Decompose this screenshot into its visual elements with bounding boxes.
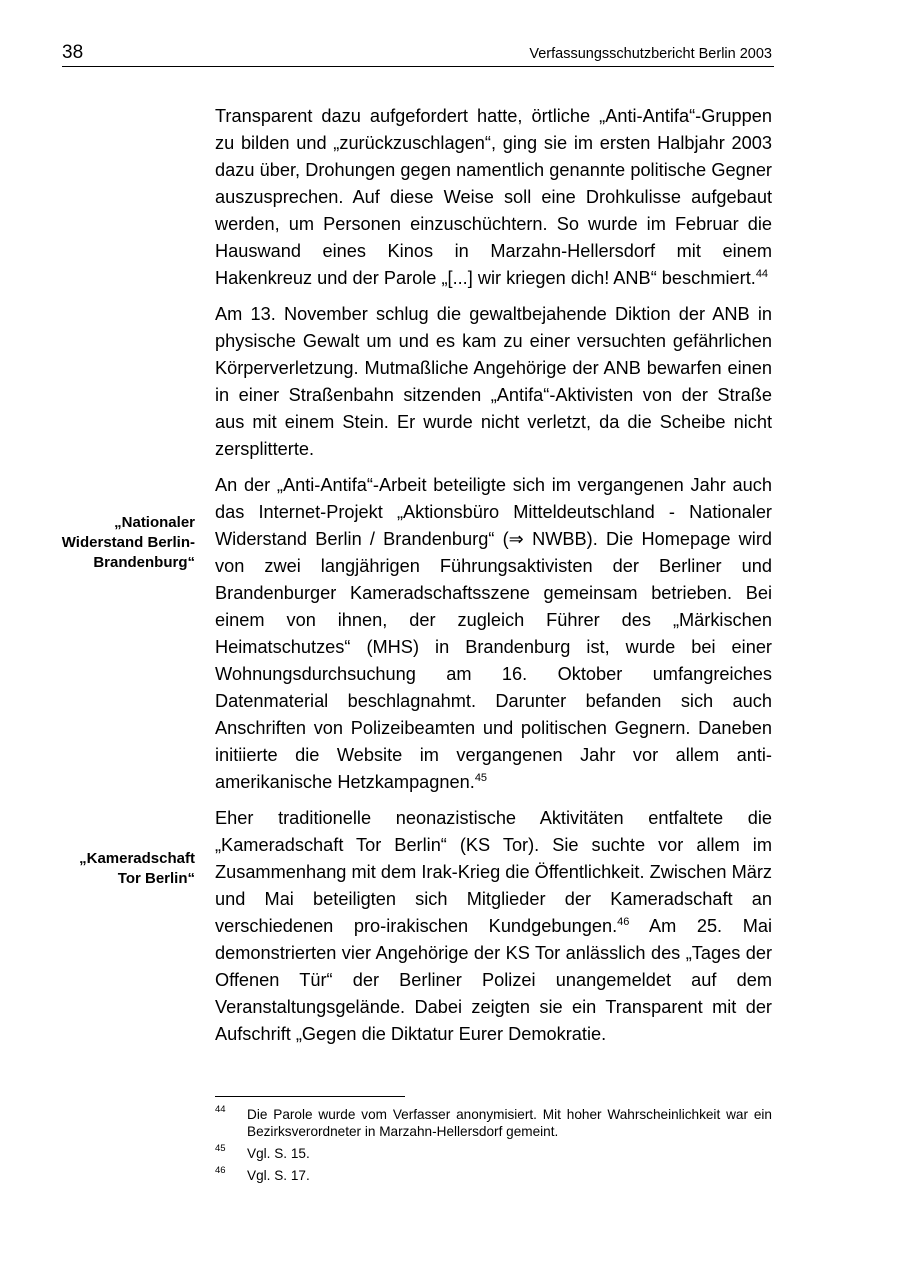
footnote-divider (215, 1096, 405, 1097)
paragraph (215, 301, 772, 463)
running-title: Verfassungsschutzbericht Berlin 2003 (529, 46, 772, 62)
footnote-ref[interactable]: 46 (617, 916, 630, 928)
paragraph-text: Am 25. Mai demonstrierten vier Angehörige der KS Tor anlässlich des „Tages der Offenen Tür“ der Berliner Polizei unangemeldet auf dem Veranstaltungsgelände. Dabei zeigten sie ein Transparent mit der Aufschrift „Gegen die Diktatur Eurer Demokratie. (215, 916, 773, 1044)
margin-note-line: Brandenburg“ (93, 554, 195, 571)
paragraph (215, 472, 772, 796)
footnote-mark: 45 (215, 1143, 226, 1154)
paragraph-text: Eher traditionelle neonazistische Aktivitäten entfaltete die „Kameradschaft Tor Berlin“ (KS Tor). Sie suchte vor allem im Zusammenhang mit dem Irak-Krieg die Öffentlichkeit. Zwischen März und Mai beteiligten sich Mitglieder der Kameradschaft an verschiedenen pro-irakischen Kundgebungen. (215, 808, 772, 936)
footnote-text: Vgl. S. 17. (247, 1168, 310, 1183)
page-header (62, 40, 774, 67)
footnote-ref[interactable]: 45 (474, 772, 488, 784)
margin-note-line: Widerstand Berlin- (61, 534, 195, 551)
margin-note-line: „Nationaler (114, 514, 195, 531)
footnote-mark: 44 (215, 1104, 226, 1115)
paragraph-text: Am 13. November schlug die gewaltbejahende Diktion der ANB in physische Gewalt um und es kam zu einer versuchten gefährlichen Körperverletzung. Mutmaßliche Angehörige der ANB bewarfen einen in einer Straßenbahn sitzenden „Antifa“-Aktivisten von der Straße aus mit einem Stein. Er wurde nicht verletzt, da die Scheibe nicht zersplitterte. (215, 304, 772, 459)
footnote (215, 1106, 772, 1140)
margin-note-nationaler-widerstand (25, 513, 195, 573)
footnote-ref[interactable]: 44 (755, 268, 769, 280)
footnote (215, 1167, 772, 1184)
paragraph-text: Transparent dazu aufgefordert hatte, örtliche „Anti-Antifa“-Gruppen zu bilden und „zurückzuschlagen“, ging sie im ersten Halbjahr 2003 dazu über, Drohungen gegen namentlich genannte politische Gegner auszusprechen. Auf diese Weise soll eine Drohkulisse aufgebaut werden, um Personen einzuschüchtern. So wurde im Februar die Hauswand eines Kinos in Marzahn-Hellersdorf mit einem Hakenkreuz und der Parole „[...] wir kriegen dich! ANB“ beschmiert. (215, 106, 772, 288)
footnote-text: Vgl. S. 15. (247, 1146, 310, 1161)
footnotes (215, 1106, 772, 1189)
margin-note-line: Tor Berlin“ (117, 870, 195, 887)
paragraph (215, 103, 772, 292)
page-number: 38 (62, 42, 84, 63)
paragraph (215, 805, 772, 1048)
paragraph-text: An der „Anti-Antifa“-Arbeit beteiligte sich im vergangenen Jahr auch das Internet-Projekt „Aktionsbüro Mitteldeutschland - Nationaler Widerstand Berlin / Brandenburg“ (⇒ NWBB). Die Homepage wird von zwei langjährigen Führungsaktivisten der Berliner und Brandenburger Kameradschaftsszene gemeinsam betrieben. Bei einem von ihnen, der zugleich Führer des „Märkischen Heimatschutzes“ (MHS) in Brandenburg ist, wurde bei einer Wohnungsdurchsuchung am 16. Oktober umfangreiches Datenmaterial beschlagnahmt. Darunter befanden sich auch Anschriften von Polizeibeamten und politischen Gegnern. Daneben initiierte die Website im vergangenen Jahr vor allem anti-amerikanische Hetzkampagnen. (215, 475, 772, 792)
footnote (215, 1145, 772, 1162)
margin-note-kameradschaft-tor (25, 849, 195, 889)
footnote-text: Die Parole wurde vom Verfasser anonymisiert. Mit hoher Wahrscheinlichkeit war ein Bezirksverordneter in Marzahn-Hellersdorf gemeint. (247, 1107, 772, 1139)
footnote-mark: 46 (215, 1165, 226, 1176)
body-text (215, 103, 772, 1057)
margin-note-line: „Kameradschaft (79, 850, 195, 867)
